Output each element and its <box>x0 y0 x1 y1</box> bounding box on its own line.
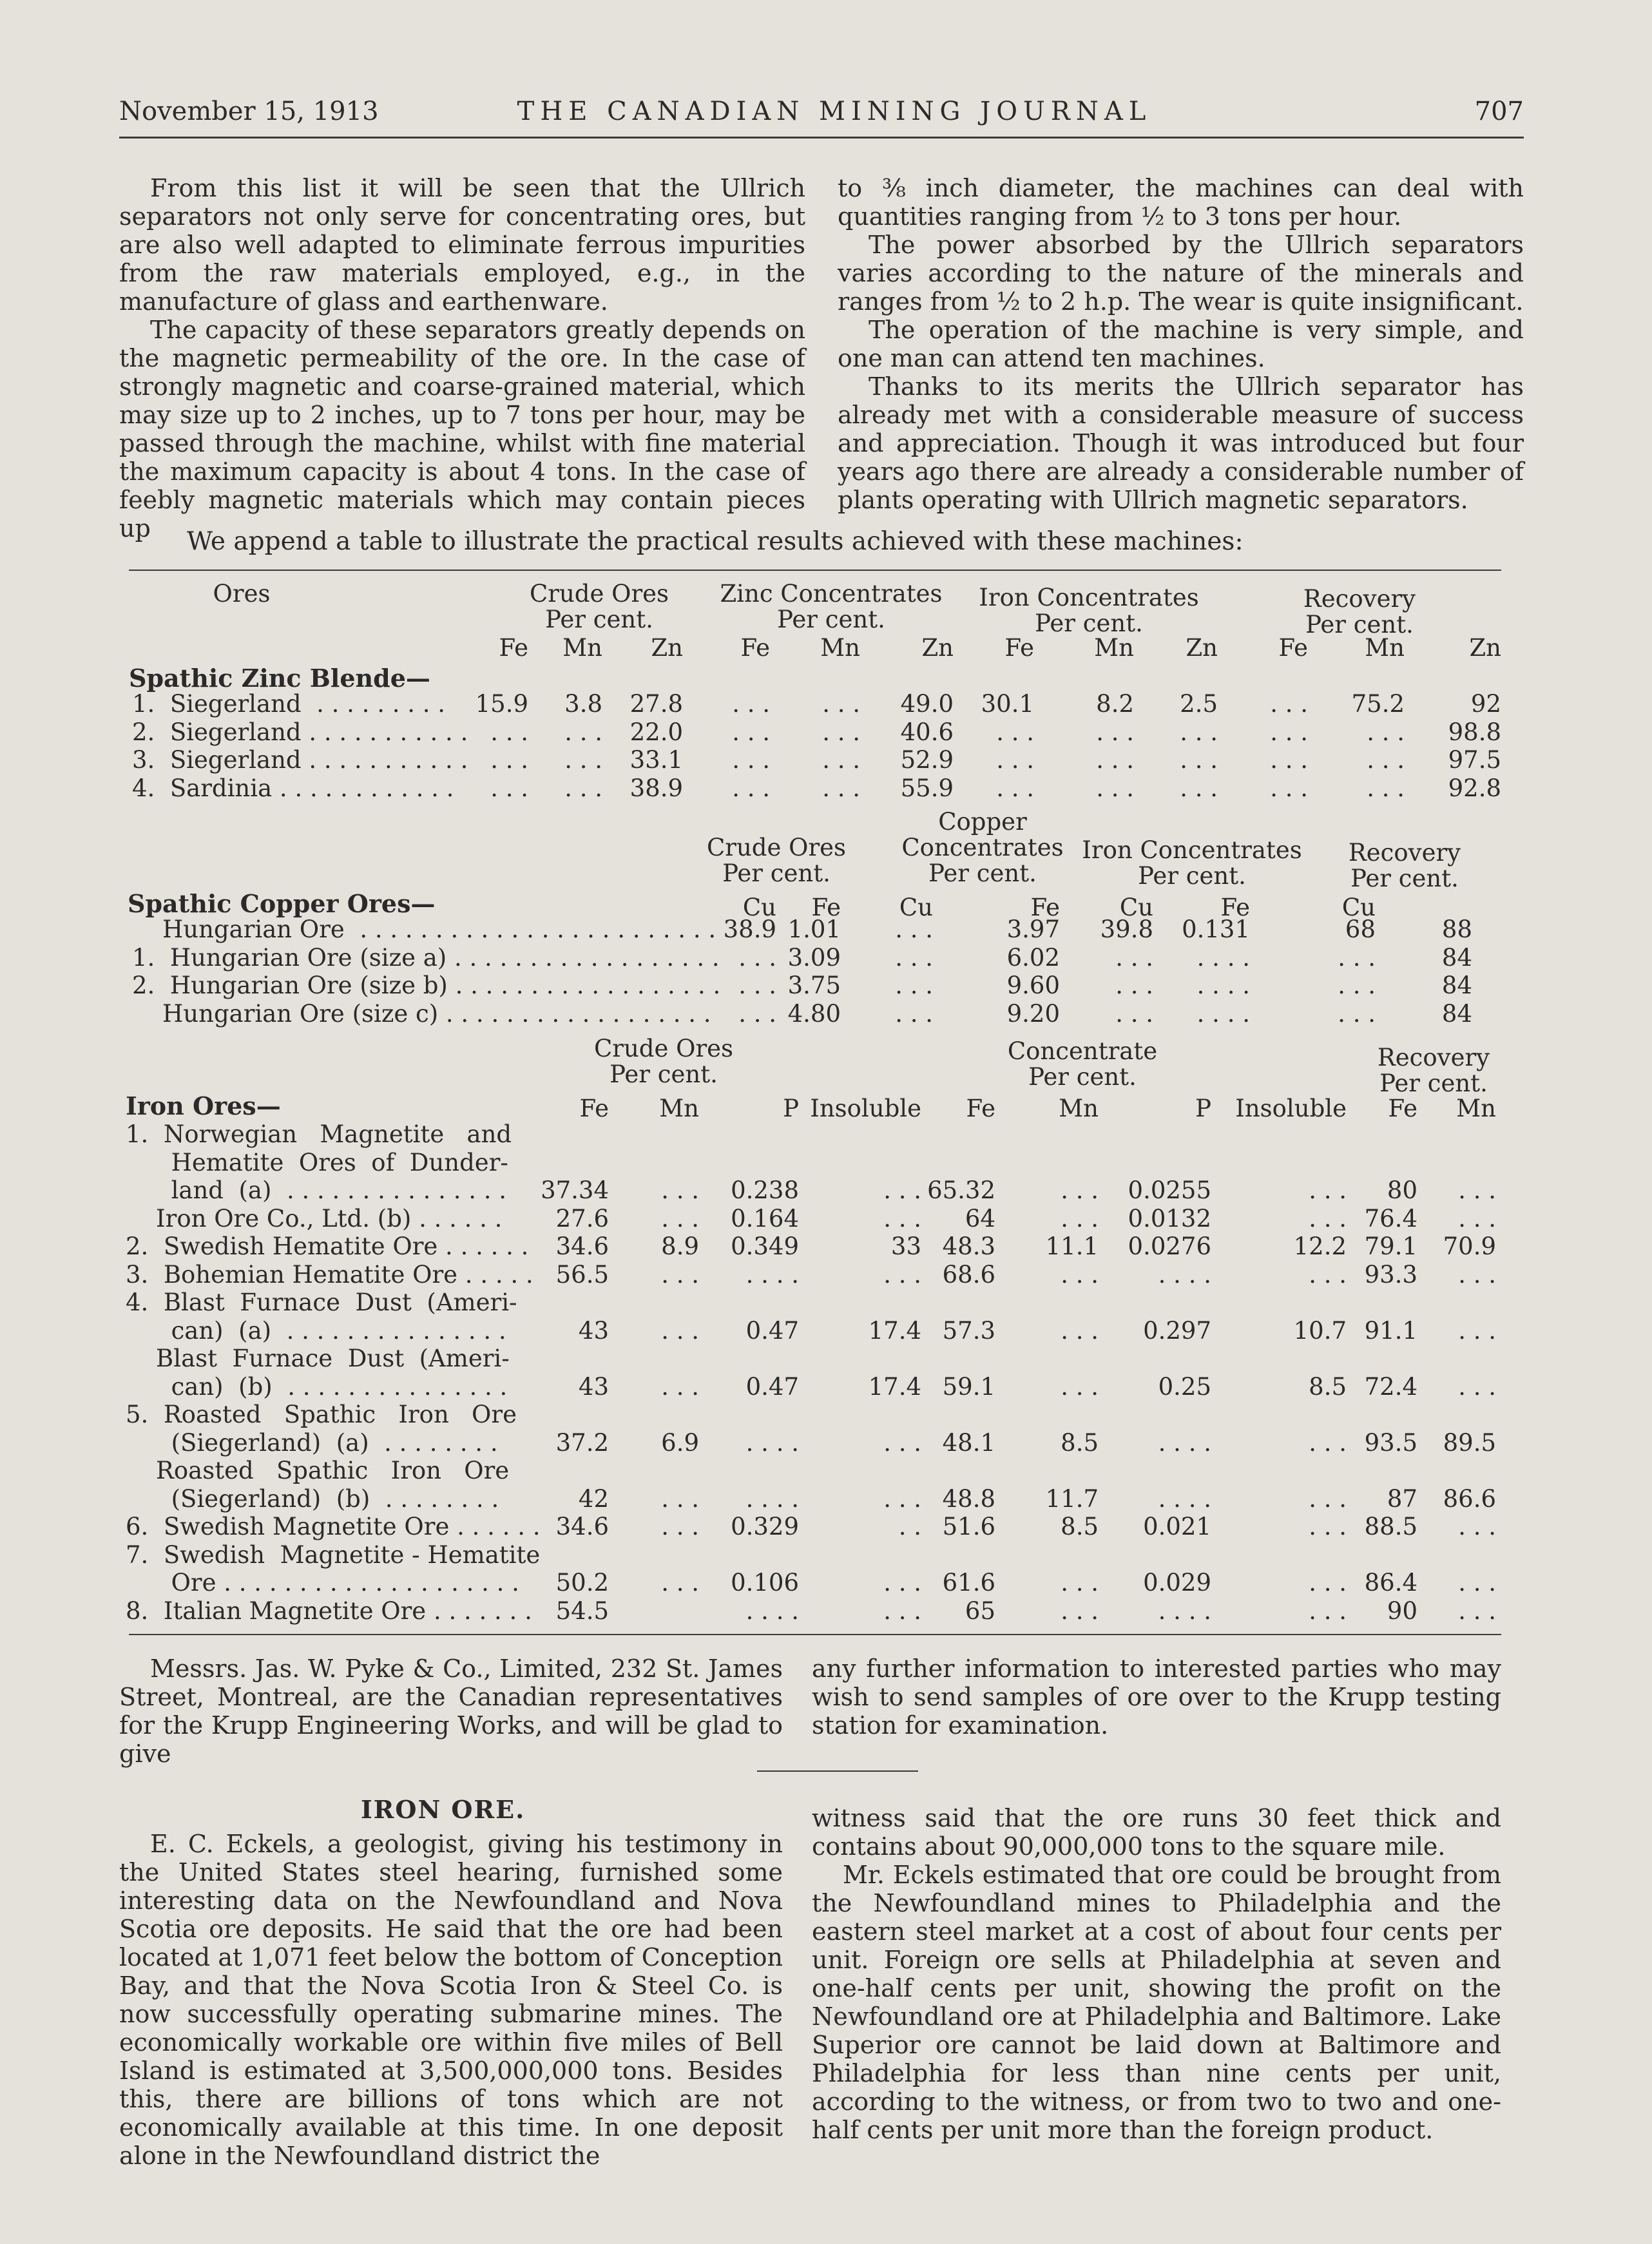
column-subheader: Zn <box>921 634 954 662</box>
table-cell: . . . <box>1061 1569 1099 1597</box>
table-cell: 4.80 <box>787 999 841 1028</box>
table-cell: . . . <box>1458 1597 1496 1625</box>
column-subheader: Cu <box>1119 894 1153 921</box>
table-cell: . . . <box>996 774 1034 802</box>
column-subheader: Fe <box>740 634 770 662</box>
table-cell: . . . <box>1458 1260 1496 1289</box>
table-cell: . . . <box>738 999 776 1028</box>
header-rule <box>119 137 1524 139</box>
table-cell: . . . . <box>1158 1260 1211 1289</box>
table-cell: . . . . <box>745 1484 799 1513</box>
table-bottom-rule <box>129 1634 1501 1635</box>
table-cell: 8.2 <box>1096 690 1134 718</box>
table-cell: 88 <box>1441 916 1472 943</box>
table-cell: 38.9 <box>629 774 683 802</box>
table-cell: 43 <box>578 1372 609 1401</box>
row-label: 2. Hungarian Ore (size b) . . . . . . . . . . . . . . . . . . <box>132 972 721 999</box>
table-cell: . . . <box>732 718 770 746</box>
column-subheader: Zn <box>1186 634 1218 662</box>
column-header: Recovery Per cent. <box>1377 1044 1490 1097</box>
paragraph: witness said that the ore runs 30 feet thick and contains about 90,000,000 tons to the square mile. <box>812 1804 1501 1861</box>
column-subheader: Mn <box>659 1095 699 1122</box>
table-cell: 92.8 <box>1448 774 1501 802</box>
table-cell: 52.9 <box>900 746 954 774</box>
table-cell: . . . <box>1270 690 1308 718</box>
table-cell: . . . <box>883 1484 921 1513</box>
table-top-rule <box>129 570 1501 571</box>
table-cell: . . . <box>996 746 1034 774</box>
row-label: Blast Furnace Dust (Ameri- <box>126 1345 510 1372</box>
table-cell: . . . <box>1367 746 1405 774</box>
table-cell: . . . <box>1115 999 1153 1028</box>
column-subheader: Mn <box>562 634 602 662</box>
table-cell: 17.4 <box>868 1372 921 1401</box>
table-cell: . . . <box>996 718 1034 746</box>
table-cell: . . . . <box>745 1428 799 1457</box>
table-cell: 84 <box>1441 943 1472 972</box>
table-cell: 9.20 <box>1006 999 1060 1028</box>
table-cell: . . . <box>1367 774 1405 802</box>
table-cell: 37.2 <box>555 1428 609 1457</box>
table-cell: 59.1 <box>942 1372 995 1401</box>
column-subheader: Mn <box>820 634 860 662</box>
table-cell: 33 <box>890 1232 921 1260</box>
row-label: 5. Roasted Spathic Iron Ore <box>126 1401 517 1428</box>
table-cell: . . . <box>1270 746 1308 774</box>
table-cell: . . . <box>1061 1204 1099 1232</box>
column-subheader: Insoluble <box>810 1095 921 1122</box>
table-cell: 80 <box>1387 1176 1417 1204</box>
column-subheader: P <box>1195 1095 1211 1122</box>
table-cell: 48.3 <box>942 1232 995 1260</box>
table-cell: . . . <box>1309 1513 1347 1540</box>
table-cell: . . . <box>661 1513 699 1540</box>
table-cell: . . . <box>661 1316 699 1345</box>
row-label: Hungarian Ore (size c) . . . . . . . . . . . . . . . . . . <box>132 999 711 1028</box>
table-cell: 30.1 <box>981 690 1034 718</box>
row-label: 3. Bohemian Hematite Ore . . . . . <box>126 1260 533 1289</box>
table-cell: 0.0255 <box>1128 1176 1211 1204</box>
table-cell: 0.47 <box>745 1372 799 1401</box>
column-subheader: Zn <box>1469 634 1501 662</box>
column-subheader: Mn <box>1059 1095 1099 1122</box>
table-cell: 0.131 <box>1182 916 1250 943</box>
table-cell: 57.3 <box>942 1316 995 1345</box>
table-cell: 89.5 <box>1443 1428 1496 1457</box>
column-header: Iron Concentrates Per cent. <box>1082 836 1302 890</box>
column-subheader: Mn <box>1094 634 1134 662</box>
column-subheader: Insoluble <box>1235 1095 1347 1122</box>
table-cell: 98.8 <box>1448 718 1501 746</box>
table-cell: . . . <box>1270 718 1308 746</box>
column-header: Concentrate Per cent. <box>1007 1037 1158 1091</box>
table-cell: . . . <box>883 1260 921 1289</box>
row-label: 4. Sardinia . . . . . . . . . . . . <box>132 774 454 802</box>
table-cell: 10.7 <box>1293 1316 1347 1345</box>
table-cell: 8.5 <box>1061 1513 1099 1540</box>
table-cell: 34.6 <box>555 1513 609 1540</box>
table-cell: 70.9 <box>1443 1232 1496 1260</box>
table-cell: 15.9 <box>475 690 528 718</box>
table-cell: . . . <box>822 774 860 802</box>
row-label: (Siegerland) (b) . . . . . . . . <box>126 1484 499 1513</box>
table-cell: . . . <box>1061 1316 1099 1345</box>
paragraph: From this list it will be seen that the Ullrich separators not only serve for concentrating ores, but are also well adapted to eliminate ferrous impurities from the raw materials employed, e.g., in the manufacture of glass and earthenware. <box>119 174 805 316</box>
table-cell: 0.47 <box>745 1316 799 1345</box>
table-cell: . . . . <box>745 1597 799 1625</box>
row-label: 2. Siegerland . . . . . . . . . . . <box>132 718 468 746</box>
row-label: 1. Hungarian Ore (size a) . . . . . . . . . . . . . . . . . . <box>132 943 720 972</box>
table-cell: 0.021 <box>1143 1513 1211 1540</box>
table-cell: 76.4 <box>1364 1204 1417 1232</box>
table-cell: 86.6 <box>1443 1484 1496 1513</box>
article-left-column <box>119 1830 783 2170</box>
table-cell: 75.2 <box>1351 690 1405 718</box>
table-cell: 68 <box>1345 916 1376 943</box>
table-cell: 40.6 <box>900 718 954 746</box>
table-cell: . . . <box>1309 1484 1347 1513</box>
table-cell: 27.8 <box>629 690 683 718</box>
article-right-column <box>812 1804 1501 2144</box>
table-cell: . . . <box>1270 774 1308 802</box>
column-header: Recovery Per cent. <box>1348 839 1461 892</box>
column-subheader: Fe <box>1030 894 1060 921</box>
paragraph: The capacity of these separators greatly depends on the magnetic permeability of the ore. In the case of strongly magnetic and coarse-grained material, which may size up to 2 inches, up to 7 tons per hour, may be passed through the machine, whilst with fine material the maximum capacity is about 4 tons. In the case of feebly magnetic materials which may contain pieces up <box>119 316 805 542</box>
table-cell: . . . <box>822 690 860 718</box>
table-cell: . . . <box>1061 1176 1099 1204</box>
table-cell: . . . <box>732 690 770 718</box>
table-cell: 6.9 <box>661 1428 699 1457</box>
table-cell: . . . . <box>1158 1484 1211 1513</box>
section-label: Iron Ores— <box>126 1091 281 1120</box>
table-cell: 87 <box>1387 1484 1417 1513</box>
table-cell: . . . <box>1338 972 1376 999</box>
table-cell: . . . <box>661 1569 699 1597</box>
section-label: Spathic Copper Ores— <box>128 889 436 918</box>
table-cell: 90 <box>1387 1597 1417 1625</box>
table-cell: . . . <box>661 1484 699 1513</box>
paragraph: Thanks to its merits the Ullrich separator has already met with a considerable measure of success and appreciation. Though it was introduced but four years ago there are already a considerable number of plants operating with Ullrich magnetic separators. <box>838 372 1524 514</box>
table-cell: . . . . <box>1196 943 1250 972</box>
table-cell: 0.25 <box>1158 1372 1211 1401</box>
table-cell: 39.8 <box>1100 916 1153 943</box>
column-subheader: Cu <box>742 894 776 921</box>
table-cell: 0.349 <box>731 1232 799 1260</box>
table-cell: 11.7 <box>1045 1484 1099 1513</box>
intro-left-column <box>119 174 805 542</box>
row-label: can) (a) . . . . . . . . . . . . . . . <box>126 1316 506 1345</box>
table-cell: . . . <box>738 972 776 999</box>
table-cell: 51.6 <box>942 1513 995 1540</box>
table-cell: 6.02 <box>1006 943 1060 972</box>
column-subheader: Mn <box>1456 1095 1496 1122</box>
table-cell: 72.4 <box>1364 1372 1417 1401</box>
article-title: IRON ORE. <box>361 1795 526 1824</box>
intro-right-column <box>838 174 1524 514</box>
table-cell: 93.3 <box>1364 1260 1417 1289</box>
table-cell: . . . <box>1309 1176 1347 1204</box>
column-subheader: P <box>783 1095 799 1122</box>
table-cell: . . . <box>822 718 860 746</box>
row-label: 7. Swedish Magnetite - Hematite <box>126 1540 541 1569</box>
table-cell: . . . <box>490 718 528 746</box>
row-label: 3. Siegerland . . . . . . . . . . . <box>132 746 468 774</box>
column-subheader: Cu <box>1341 894 1376 921</box>
table-cell: 11.1 <box>1045 1232 1099 1260</box>
column-header: Recovery Per cent. <box>1303 585 1416 638</box>
table-cell: 3.8 <box>564 690 602 718</box>
table-cell: . . . <box>1096 774 1134 802</box>
table-cell: 65.32 <box>927 1176 995 1204</box>
table-cell: 91.1 <box>1364 1316 1417 1345</box>
table-cell: . . . <box>1458 1569 1496 1597</box>
column-header: Iron Concentrates Per cent. <box>979 584 1199 637</box>
row-label: 1. Siegerland . . . . . . . . . <box>132 690 446 718</box>
table-cell: . . . <box>490 746 528 774</box>
table-cell: 3.09 <box>787 943 841 972</box>
table-cell: . . . <box>895 943 933 972</box>
table-cell: 9.60 <box>1006 972 1060 999</box>
paragraph: The power absorbed by the Ullrich separators varies according to the nature of the minerals and ranges from ½ to 2 h.p. The wear is quite insignificant. <box>838 231 1524 316</box>
table-cell: 42 <box>578 1484 609 1513</box>
table-cell: . . . <box>883 1204 921 1232</box>
table-cell: . . . . <box>1158 1597 1211 1625</box>
table-cell: 33.1 <box>629 746 683 774</box>
table-cell: 2.5 <box>1180 690 1218 718</box>
table-cell: . . . <box>1309 1260 1347 1289</box>
table-cell: . . . <box>564 746 602 774</box>
row-label: 4. Blast Furnace Dust (Ameri- <box>126 1289 517 1316</box>
table-cell: 8.5 <box>1061 1428 1099 1457</box>
table-cell: . . . <box>1180 746 1218 774</box>
table-cell: . . . <box>1061 1260 1099 1289</box>
table-cell: . . . <box>883 1597 921 1625</box>
section-divider <box>757 1770 918 1772</box>
row-label: Ore . . . . . . . . . . . . . . . . . . . . <box>126 1569 519 1597</box>
column-subheader: Zn <box>651 634 683 662</box>
section-label: Spathic Zinc Blende— <box>129 664 430 693</box>
table-cell: . . . . <box>1196 972 1250 999</box>
table-cell: . . . <box>1458 1316 1496 1345</box>
table-cell: . . <box>898 1513 921 1540</box>
table-cell: 0.0276 <box>1128 1232 1211 1260</box>
table-cell: . . . <box>1367 718 1405 746</box>
table-cell: . . . <box>1061 1372 1099 1401</box>
table-cell: 37.34 <box>541 1176 609 1204</box>
table-cell: . . . <box>1096 746 1134 774</box>
table-cell: 1.01 <box>787 916 841 943</box>
row-label: can) (b) . . . . . . . . . . . . . . . <box>126 1372 508 1401</box>
table-cell: 17.4 <box>868 1316 921 1345</box>
table-cell: 88.5 <box>1364 1513 1417 1540</box>
table-cell: . . . <box>661 1260 699 1289</box>
table-cell: . . . <box>1309 1428 1347 1457</box>
row-label: Roasted Spathic Iron Ore <box>126 1457 510 1484</box>
table-cell: 3.75 <box>787 972 841 999</box>
table-cell: 92 <box>1470 690 1501 718</box>
table-cell: . . . <box>1180 718 1218 746</box>
table-cell: . . . <box>883 1428 921 1457</box>
column-header: Crude Ores Per cent. <box>529 580 669 633</box>
row-label: Hematite Ores of Dunder- <box>126 1148 508 1176</box>
paragraph: E. C. Eckels, a geologist, giving his testimony in the United States steel hearing, furnished some interesting data on the Newfoundland and Nova Scotia ore deposits. He said that the ore had been located at 1,071 feet below the bottom of Conception Bay, and that the Nova Scotia Iron & Steel Co. is now successfully operating submarine mines. The economically workable ore within five miles of Bell Island is estimated at 3,500,000,000 tons. Besides this, there are billions of tons which are not economically available at this time. In one deposit alone in the Newfoundland district the <box>119 1830 783 2170</box>
column-subheader: Fe <box>579 1095 609 1122</box>
table-cell: 48.8 <box>942 1484 995 1513</box>
table-cell: . . . <box>1309 1597 1347 1625</box>
table-cell: . . . <box>732 746 770 774</box>
table-cell: . . . <box>883 1176 921 1204</box>
table-cell: . . . <box>1061 1597 1099 1625</box>
table-cell: 0.297 <box>1143 1316 1211 1345</box>
table-cell: . . . <box>490 774 528 802</box>
table-cell: 8.9 <box>661 1232 699 1260</box>
table-cell: 64 <box>965 1204 995 1232</box>
table-cell: 65 <box>965 1597 995 1625</box>
paragraph: The operation of the machine is very simple, and one man can attend ten machines. <box>838 316 1524 372</box>
page-number: 707 <box>1474 97 1524 126</box>
table-cell: 0.164 <box>731 1204 799 1232</box>
table-cell: 34.6 <box>555 1232 609 1260</box>
row-label: (Siegerland) (a) . . . . . . . . <box>126 1428 498 1457</box>
table-cell: . . . <box>564 774 602 802</box>
table-cell: 0.029 <box>1143 1569 1211 1597</box>
table-cell: . . . <box>1115 972 1153 999</box>
column-subheader: Fe <box>499 634 528 662</box>
row-label: Iron Ore Co., Ltd. (b) . . . . . . <box>126 1204 503 1232</box>
column-header: Crude Ores Per cent. <box>706 834 847 887</box>
table-cell: . . . <box>661 1204 699 1232</box>
table-cell: 0.238 <box>731 1176 799 1204</box>
table-cell: . . . <box>1309 1204 1347 1232</box>
column-header: Zinc Concentrates Per cent. <box>720 580 943 633</box>
row-label: Hungarian Ore . . . . . . . . . . . . . . . . . . . . . . . . <box>132 916 716 943</box>
table-cell: . . . <box>738 943 776 972</box>
table-cell: 55.9 <box>900 774 954 802</box>
row-label: 1. Norwegian Magnetite and <box>126 1120 512 1148</box>
table-cell: 0.106 <box>731 1569 799 1597</box>
row-label: 2. Swedish Hematite Ore . . . . . . <box>126 1232 529 1260</box>
table-cell: 27.6 <box>555 1204 609 1232</box>
table-cell: . . . <box>1338 999 1376 1028</box>
table-cell: 22.0 <box>629 718 683 746</box>
row-label: 8. Italian Magnetite Ore . . . . . . . <box>126 1597 532 1625</box>
paragraph: any further information to interested parties who may wish to send samples of ore over to the Krupp testing station for examination. <box>812 1654 1501 1740</box>
table-cell: 43 <box>578 1316 609 1345</box>
table-cell: . . . <box>564 718 602 746</box>
notice-left-column <box>119 1654 783 1768</box>
table-cell: . . . <box>1458 1204 1496 1232</box>
column-subheader: Fe <box>1278 634 1308 662</box>
table-cell: . . . <box>1338 943 1376 972</box>
table-cell: 61.6 <box>942 1569 995 1597</box>
header-date: November 15, 1913 <box>119 97 379 126</box>
table-cell: 0.329 <box>731 1513 799 1540</box>
table-cell: . . . <box>822 746 860 774</box>
table-cell: 0.0132 <box>1128 1204 1211 1232</box>
notice-right-column <box>812 1654 1501 1740</box>
table-cell: . . . <box>1180 774 1218 802</box>
table-cell: . . . . <box>1196 999 1250 1028</box>
table-cell: 54.5 <box>555 1597 609 1625</box>
table-cell: 48.1 <box>942 1428 995 1457</box>
column-header: Ores <box>213 580 271 608</box>
column-subheader: Mn <box>1365 634 1405 662</box>
table-cell: 79.1 <box>1364 1232 1417 1260</box>
table-cell: . . . <box>883 1569 921 1597</box>
table-cell: 84 <box>1441 999 1472 1028</box>
column-subheader: Fe <box>1220 894 1250 921</box>
table-caption: We append a table to illustrate the practical results achieved with these machines: <box>187 527 1244 556</box>
table-cell: 50.2 <box>555 1569 609 1597</box>
table-cell: 8.5 <box>1309 1372 1347 1401</box>
table-cell: . . . <box>732 774 770 802</box>
column-header: Copper Concentrates Per cent. <box>901 808 1064 887</box>
table-cell: . . . <box>1309 1569 1347 1597</box>
table-cell: 3.97 <box>1006 916 1060 943</box>
row-label: 6. Swedish Magnetite Ore . . . . . . <box>126 1513 541 1540</box>
paragraph: Mr. Eckels estimated that ore could be brought from the Newfoundland mines to Philadelphia and the eastern steel market at a cost of about four cents per unit. Foreign ore sells at Philadelphia at seven and one-half cents per unit, showing the profit on the Newfoundland ore at Philadelphia and Baltimore. Lake Superior ore cannot be laid down at Baltimore and Philadelphia for less than nine cents per unit, according to the witness, or from two to two and one-half cents per unit more than the foreign product. <box>812 1861 1501 2144</box>
column-subheader: Fe <box>811 894 841 921</box>
table-cell: . . . <box>1458 1176 1496 1204</box>
table-cell: . . . <box>1115 943 1153 972</box>
table-cell: 56.5 <box>555 1260 609 1289</box>
column-subheader: Fe <box>966 1095 995 1122</box>
table-cell: . . . <box>661 1176 699 1204</box>
page-header <box>119 97 1524 129</box>
table-cell: . . . <box>1458 1513 1496 1540</box>
column-subheader: Cu <box>899 894 933 921</box>
table-cell: . . . <box>895 972 933 999</box>
table-cell: 84 <box>1441 972 1472 999</box>
table-cell: . . . <box>1458 1372 1496 1401</box>
table-cell: 68.6 <box>942 1260 995 1289</box>
table-cell: . . . <box>895 916 933 943</box>
table-cell: 93.5 <box>1364 1428 1417 1457</box>
table-cell: . . . <box>895 999 933 1028</box>
table-cell: . . . . <box>745 1260 799 1289</box>
table-cell: 12.2 <box>1293 1232 1347 1260</box>
table-cell: 86.4 <box>1364 1569 1417 1597</box>
table-cell: . . . <box>1096 718 1134 746</box>
column-subheader: Fe <box>1004 634 1034 662</box>
table-cell: . . . . <box>1158 1428 1211 1457</box>
journal-title: THE CANADIAN MINING JOURNAL <box>517 97 1152 126</box>
table-cell: 38.9 <box>723 916 776 943</box>
table-cell: . . . <box>661 1372 699 1401</box>
paragraph: Messrs. Jas. W. Pyke & Co., Limited, 232 St. James Street, Montreal, are the Canadian representatives for the Krupp Engineering Works, and will be glad to give <box>119 1654 783 1768</box>
table-cell: 97.5 <box>1448 746 1501 774</box>
column-subheader: Fe <box>1388 1095 1417 1122</box>
paragraph: to ⅜ inch diameter, the machines can deal with quantities ranging from ½ to 3 tons per hour. <box>838 174 1524 231</box>
column-header: Crude Ores Per cent. <box>593 1035 734 1088</box>
table-cell: 49.0 <box>900 690 954 718</box>
row-label: land (a) . . . . . . . . . . . . . . . <box>126 1176 507 1204</box>
